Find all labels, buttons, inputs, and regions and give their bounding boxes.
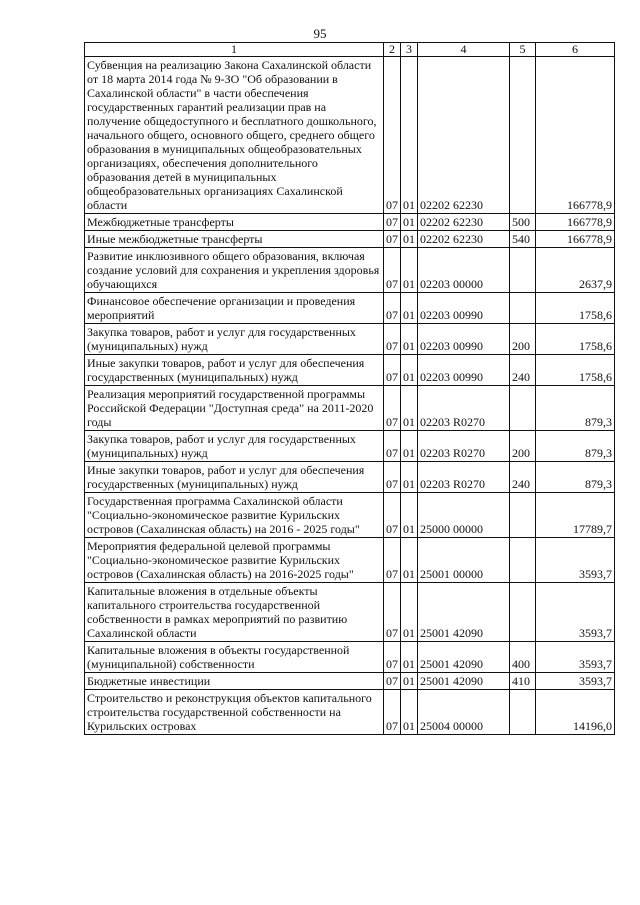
row-amount: 166778,9 [536, 231, 615, 248]
table-row [85, 673, 615, 690]
row-expense-type-code: 400 [510, 642, 536, 673]
table-row [85, 231, 615, 248]
row-expense-type-code: 200 [510, 431, 536, 462]
row-target-article-code: 25001 42090 [418, 673, 510, 690]
table-row [85, 293, 615, 324]
row-subsection-code: 01 [401, 673, 418, 690]
column-header-4: 4 [418, 43, 510, 57]
row-name: Реализация мероприятий государственной программы Российской Федерации "Доступная среда" на 2011-2020 годы [85, 386, 384, 431]
row-section-code: 07 [384, 493, 401, 538]
row-section-code: 07 [384, 673, 401, 690]
row-amount: 1758,6 [536, 355, 615, 386]
row-section-code: 07 [384, 293, 401, 324]
row-name: Субвенция на реализацию Закона Сахалинской области от 18 марта 2014 года № 9-ЗО "Об образовании в Сахалинской области" в части обеспечения государственных гарантий реализации прав на получение общедоступного и бесплатного дошкольного, начального общего, основного общего, среднего общего образования в муниципальных общеобразовательных организациях, обеспечения дополнительного образования детей в муниципальных общеобразовательных организациях Сахалинской области [85, 57, 384, 214]
row-name: Иные межбюджетные трансферты [85, 231, 384, 248]
row-target-article-code: 02203 R0270 [418, 431, 510, 462]
row-subsection-code: 01 [401, 386, 418, 431]
column-header-2: 2 [384, 43, 401, 57]
row-expense-type-code [510, 386, 536, 431]
row-target-article-code: 25001 42090 [418, 583, 510, 642]
page-number: 95 [313, 26, 327, 41]
row-target-article-code: 02202 62230 [418, 214, 510, 231]
table-row [85, 355, 615, 386]
row-name: Иные закупки товаров, работ и услуг для обеспечения государственных (муниципальных) нужд [85, 355, 384, 386]
row-expense-type-code [510, 57, 536, 214]
column-header-3: 3 [401, 43, 418, 57]
column-header-1: 1 [85, 43, 384, 57]
table-row [85, 493, 615, 538]
row-subsection-code: 01 [401, 231, 418, 248]
row-section-code: 07 [384, 431, 401, 462]
table-row [85, 57, 615, 214]
budget-table [84, 42, 615, 735]
row-section-code: 07 [384, 324, 401, 355]
row-target-article-code: 25004 00000 [418, 690, 510, 735]
row-amount: 3593,7 [536, 538, 615, 583]
row-section-code: 07 [384, 642, 401, 673]
row-subsection-code: 01 [401, 324, 418, 355]
row-section-code: 07 [384, 690, 401, 735]
row-expense-type-code [510, 493, 536, 538]
row-amount: 1758,6 [536, 324, 615, 355]
row-subsection-code: 01 [401, 583, 418, 642]
row-expense-type-code [510, 583, 536, 642]
row-subsection-code: 01 [401, 642, 418, 673]
table-row [85, 431, 615, 462]
row-section-code: 07 [384, 462, 401, 493]
row-name: Закупка товаров, работ и услуг для государственных (муниципальных) нужд [85, 431, 384, 462]
row-target-article-code: 02203 R0270 [418, 386, 510, 431]
table-row [85, 386, 615, 431]
row-target-article-code: 25001 42090 [418, 642, 510, 673]
row-subsection-code: 01 [401, 462, 418, 493]
row-expense-type-code [510, 690, 536, 735]
row-subsection-code: 01 [401, 493, 418, 538]
row-section-code: 07 [384, 214, 401, 231]
row-section-code: 07 [384, 248, 401, 293]
row-section-code: 07 [384, 57, 401, 214]
row-amount: 3593,7 [536, 673, 615, 690]
row-name: Финансовое обеспечение организации и проведения мероприятий [85, 293, 384, 324]
row-target-article-code: 02202 62230 [418, 231, 510, 248]
table-row [85, 462, 615, 493]
row-expense-type-code: 540 [510, 231, 536, 248]
row-subsection-code: 01 [401, 248, 418, 293]
row-amount: 1758,6 [536, 293, 615, 324]
row-target-article-code: 02203 00990 [418, 355, 510, 386]
row-amount: 3593,7 [536, 642, 615, 673]
row-subsection-code: 01 [401, 293, 418, 324]
row-amount: 14196,0 [536, 690, 615, 735]
row-expense-type-code [510, 248, 536, 293]
row-expense-type-code [510, 293, 536, 324]
row-expense-type-code [510, 538, 536, 583]
row-subsection-code: 01 [401, 214, 418, 231]
row-name: Межбюджетные трансферты [85, 214, 384, 231]
row-target-article-code: 02203 R0270 [418, 462, 510, 493]
row-amount: 166778,9 [536, 57, 615, 214]
row-expense-type-code: 500 [510, 214, 536, 231]
row-name: Государственная программа Сахалинской области "Социально-экономическое развитие Курильских островов (Сахалинская область) на 2016 - 2025 годы" [85, 493, 384, 538]
row-amount: 879,3 [536, 386, 615, 431]
row-name: Мероприятия федеральной целевой программы "Социально-экономическое развитие Курильских островов (Сахалинская область) на 2016-2025 годы" [85, 538, 384, 583]
table-row [85, 214, 615, 231]
table-row [85, 583, 615, 642]
row-section-code: 07 [384, 355, 401, 386]
row-target-article-code: 02203 00990 [418, 293, 510, 324]
row-amount: 166778,9 [536, 214, 615, 231]
row-target-article-code: 02202 62230 [418, 57, 510, 214]
table-header-row [85, 43, 615, 57]
row-expense-type-code: 240 [510, 462, 536, 493]
row-expense-type-code: 200 [510, 324, 536, 355]
row-name: Развитие инклюзивного общего образования, включая создание условий для сохранения и укрепления здоровья обучающихся [85, 248, 384, 293]
table-row [85, 538, 615, 583]
row-name: Закупка товаров, работ и услуг для государственных (муниципальных) нужд [85, 324, 384, 355]
row-name: Иные закупки товаров, работ и услуг для обеспечения государственных (муниципальных) нужд [85, 462, 384, 493]
table-row [85, 690, 615, 735]
row-section-code: 07 [384, 231, 401, 248]
row-subsection-code: 01 [401, 355, 418, 386]
table-row [85, 324, 615, 355]
row-target-article-code: 25000 00000 [418, 493, 510, 538]
row-amount: 2637,9 [536, 248, 615, 293]
row-target-article-code: 02203 00000 [418, 248, 510, 293]
row-name: Капитальные вложения в отдельные объекты капитального строительства государственной собственности в рамках мероприятий по развитию Сахалинской области [85, 583, 384, 642]
row-amount: 3593,7 [536, 583, 615, 642]
row-name: Строительство и реконструкция объектов капитального строительства государственной собственности на Курильских островах [85, 690, 384, 735]
row-subsection-code: 01 [401, 431, 418, 462]
table-row [85, 248, 615, 293]
row-expense-type-code: 240 [510, 355, 536, 386]
row-section-code: 07 [384, 386, 401, 431]
column-header-6: 6 [536, 43, 615, 57]
table-row [85, 642, 615, 673]
row-amount: 879,3 [536, 431, 615, 462]
row-target-article-code: 25001 00000 [418, 538, 510, 583]
row-section-code: 07 [384, 583, 401, 642]
row-amount: 879,3 [536, 462, 615, 493]
row-expense-type-code: 410 [510, 673, 536, 690]
row-target-article-code: 02203 00990 [418, 324, 510, 355]
column-header-5: 5 [510, 43, 536, 57]
row-subsection-code: 01 [401, 538, 418, 583]
row-subsection-code: 01 [401, 57, 418, 214]
row-subsection-code: 01 [401, 690, 418, 735]
row-name: Бюджетные инвестиции [85, 673, 384, 690]
row-amount: 17789,7 [536, 493, 615, 538]
row-section-code: 07 [384, 538, 401, 583]
row-name: Капитальные вложения в объекты государственной (муниципальной) собственности [85, 642, 384, 673]
